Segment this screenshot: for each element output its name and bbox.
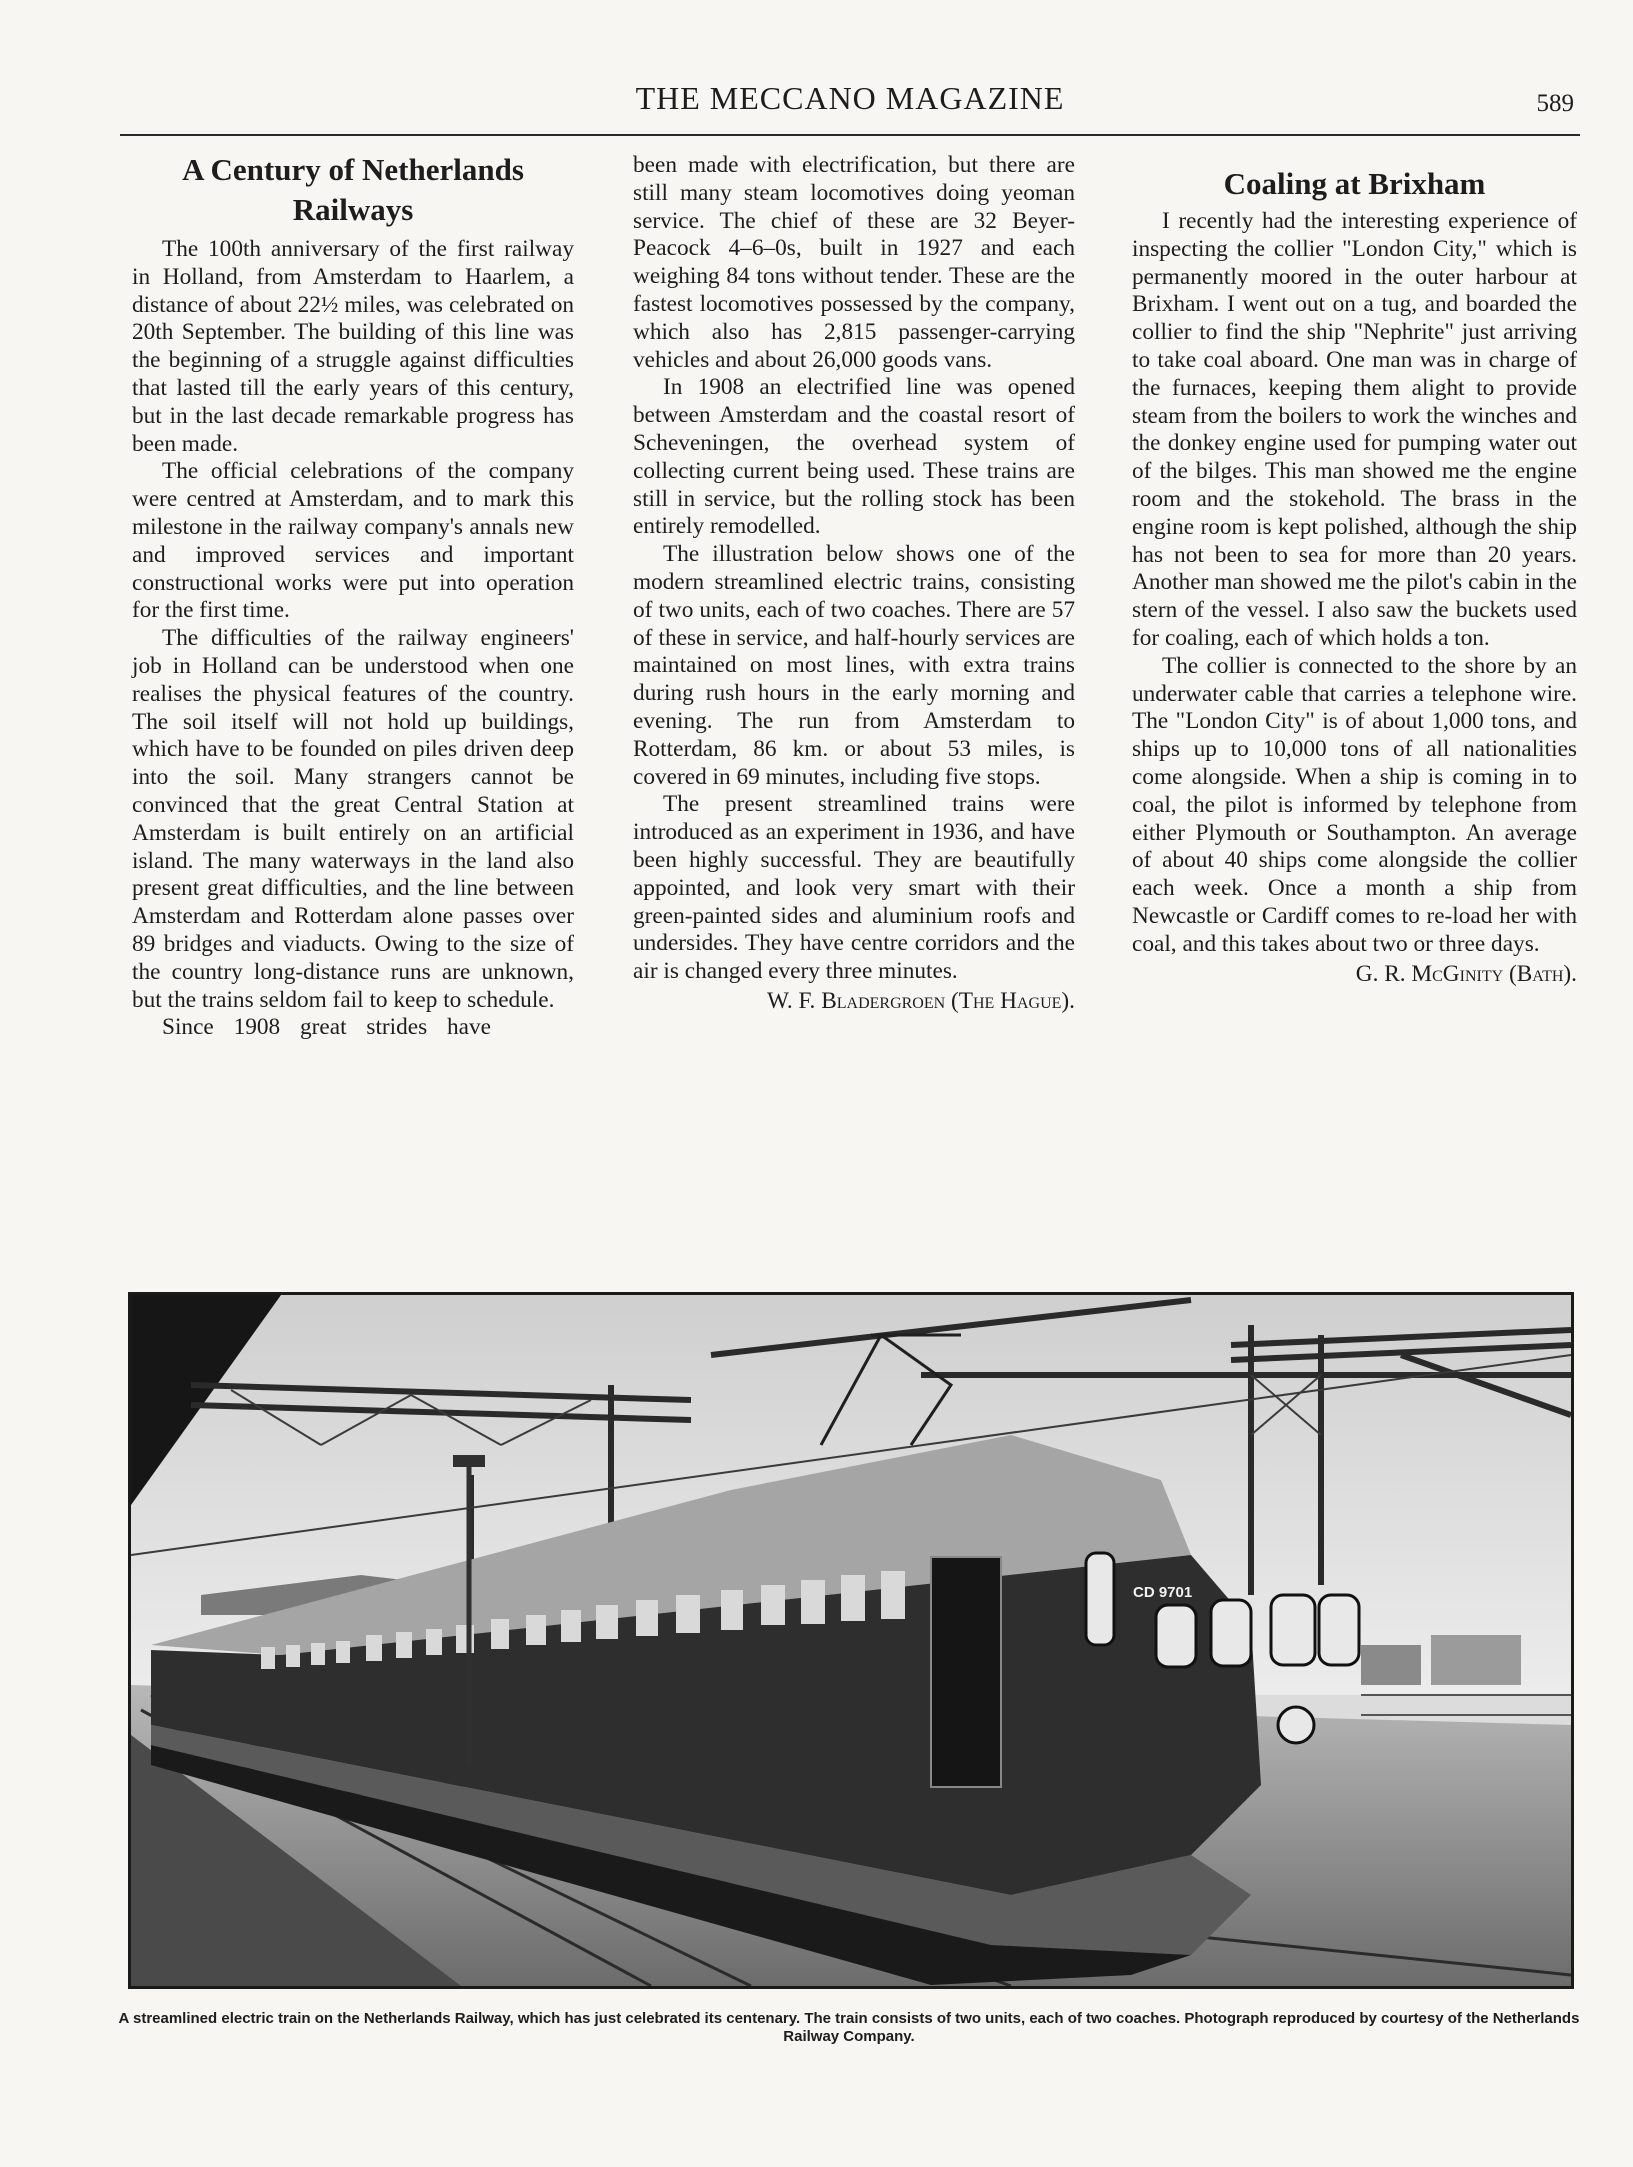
article-1-paragraph: The official celebrations of the company were centred at Amsterdam, and to mark this milestone in the railway company's annals new and improved services and important constructional works were put into operation for the first time. bbox=[132, 458, 574, 624]
train-number: CD 9701 bbox=[1133, 1584, 1193, 1601]
magazine-title: THE MECCANO MAGAZINE bbox=[635, 80, 1065, 116]
train-photo-illustration bbox=[131, 1295, 1571, 1986]
column-3 bbox=[1132, 160, 1577, 988]
column-1 bbox=[132, 150, 574, 1042]
train-photograph bbox=[128, 1292, 1574, 1989]
article-1-paragraph: been made with electrification, but there are still many steam locomotives doing yeoman service. The chief of these are 32 Beyer-Peacock 4–6–0s, built in 1927 and each weighing 84 tons without tender. These are the fastest locomotives possessed by the company, which also has 2,815 passenger-carrying vehicles and about 26,000 goods vans. bbox=[633, 152, 1075, 373]
photo-caption: A streamlined electric train on the Netherlands Railway, which has just celebrated its centenary. The train consists of two units, each of two coaches. Photograph reproduced by courtesy of the Netherlands Railway Company. bbox=[118, 2010, 1580, 2045]
article-2-title: Coaling at Brixham bbox=[1223, 166, 1486, 201]
article-2-byline: G. R. McGinity (Bath). bbox=[1355, 960, 1577, 987]
article-2-paragraph: The collier is connected to the shore by an underwater cable that carries a telephone wire. The "London City" is of about 1,000 tons, and ships up to 10,000 tons of all nationalities come alongside. When a ship is coming in to coal, the pilot is informed by telephone from either Plymouth or Southampton. An average of about 40 ships come alongside the collier each week. Once a month a ship from Newcastle or Cardiff comes to re-load her with coal, and this takes about two or three days. bbox=[1132, 652, 1577, 957]
open-door bbox=[931, 1557, 1001, 1787]
article-2-paragraph: I recently had the interesting experience of inspecting the collier "London City," which is permanently moored in the outer harbour at Brixham. I went out on a tug, and boarded the collier to find the ship "Nephrite" just arriving to take coal aboard. One man was in charge of the furnaces, keeping them alight to provide steam from the boilers to work the winches and the donkey engine used for pumping water out of the bilges. This man showed me the engine room and the stokehold. The brass in the engine room is kept polished, although the ship has not been to sea for more than 20 years. Another man showed me the pilot's cabin in the stern of the vessel. I also saw the buckets used for coaling, each of which holds a ton. bbox=[1132, 208, 1577, 651]
column-2 bbox=[633, 152, 1075, 1016]
page-number: 589 bbox=[1536, 90, 1574, 117]
article-1-title: A Century of Netherlands Railways bbox=[182, 152, 524, 227]
article-1-paragraph: The present streamlined trains were introduced as an experiment in 1936, and have been highly successful. They are beautifully appointed, and look very smart with their green-painted sides and aluminium roofs and undersides. They have centre corridors and the air is changed every three minutes. bbox=[633, 791, 1075, 985]
masthead bbox=[120, 78, 1580, 136]
fence bbox=[1361, 1695, 1571, 1715]
article-1-paragraph: The difficulties of the railway engineers' job in Holland can be understood when one realises the physical features of the country. The soil itself will not hold up buildings, which have to be founded on piles driven deep into the soil. Many strangers cannot be convinced that the great Central Station at Amsterdam is built entirely on an artificial island. The many waterways in the land also present great difficulties, and the line between Amsterdam and Rotterdam alone passes over 89 bridges and viaducts. Owing to the size of the country long-distance runs are unknown, but the trains seldom fail to keep to schedule. bbox=[132, 625, 574, 1013]
article-1-paragraph: Since 1908 great strides have bbox=[162, 1014, 492, 1041]
article-1-byline: W. F. Bladergroen (The Hague). bbox=[766, 987, 1075, 1014]
article-1-paragraph: The illustration below shows one of the modern streamlined electric trains, consisting of two units, each of two coaches. There are 57 of these in service, and half-hourly services are maintained on most lines, with extra trains during rush hours in the early morning and evening. The run from Amsterdam to Rotterdam, 86 km. or about 53 miles, is covered in 69 minutes, including five stops. bbox=[633, 541, 1075, 790]
article-1-paragraph: In 1908 an electrified line was opened between Amsterdam and the coastal resort of Scheveningen, the overhead system of collecting current being used. These trains are still in service, but the rolling stock has been entirely remodelled. bbox=[633, 374, 1075, 540]
headlight bbox=[1278, 1707, 1314, 1743]
article-1-paragraph: The 100th anniversary of the first railway in Holland, from Amsterdam to Haarlem, a distance of about 22½ miles, was celebrated on 20th September. The building of this line was the beginning of a struggle against difficulties that lasted till the early years of this century, but in the last decade remarkable progress has been made. bbox=[132, 236, 574, 457]
